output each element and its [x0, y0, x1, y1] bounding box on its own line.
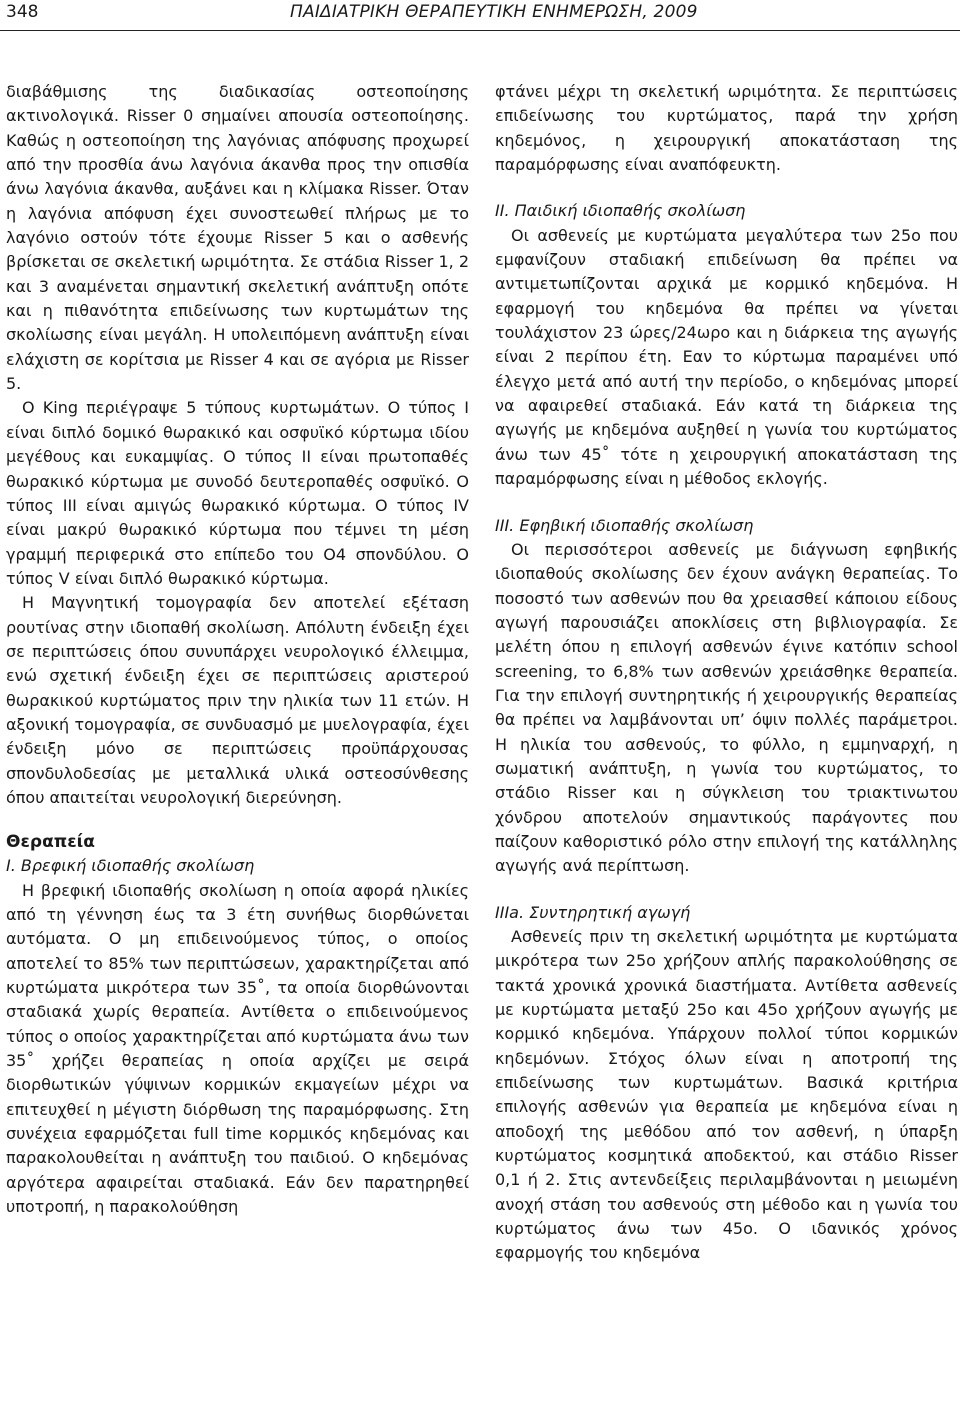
- section-heading-therapy: Θεραπεία: [6, 832, 95, 853]
- page-number: 348: [6, 2, 39, 22]
- right-paragraph-1: φτάνει μέχρι τη σκελετική ωριμότητα. Σε περιπτώσεις επιδείνωσης του κυρτώματος, παρά την χρήση κηδεμόνος, η χειρουργική αποκατάσταση της παραμόρφωσης είναι αναπόφευκτη.: [495, 82, 958, 175]
- right-column: [495, 80, 958, 1266]
- right-paragraph-4: Ασθενείς πριν τη σκελετική ωριμότητα με κυρτώματα μικρότερα των 25ο χρήζουν απλής παρακολούθησης σε τακτά χρονικά χρονικά διαστήματα. Αντίθετα ασθενείς με κυρτώματα μεταξύ 25ο και 45ο χρήζουν αγωγής με κορμικό κηδεμόνα. Υπάρχουν πολλοί τύποι κορμικών κηδεμόνων. Στόχος όλων είναι η αποτροπή της επιδείνωσης των κυρτωμάτων. Βασικά κριτήρια επιλογής ασθενών για θεραπεία με κηδεμόνα είναι η αποδοχή της μεθόδου από τον ασθενή, η ύπαρξη κυρτώματος κοσμητικά αποδεκτού, και στάδιο Risser 0,1 ή 2. Στις αντενδείξεις περιλαμβάνονται η μειωμένη ανοχή στάση του ασθενούς στη μέθοδο και η γωνία του κυρτώματος άνω των 45ο. Ο ιδανικός χρόνος εφαρμογής του κηδεμόνα: [495, 927, 958, 1263]
- subheading-adolescent: III. Εφηβική ιδιοπαθής σκολίωση: [495, 515, 754, 535]
- left-paragraph-3: Η Μαγνητική τομογραφία δεν αποτελεί εξέταση ρουτίνας στην ιδιοπαθή σκολίωση. Απόλυτη ένδειξη έχει σε περιπτώσεις όπου συνυπάρχει νευρολογικό έλλειμμα, ενώ σχετική ένδειξη έχει σε περιπτώσεις αριστερού θωρακικού κυρτώματος πριν την ηλικία των 11 ετών. Η αξονική τομογραφία, σε συνδυασμό με μυελογραφία, έχει ένδειξη μόνο σε περιπτώσεις προϋπάρχουσας σπονδυλοδεσίας με μεταλλικά υλικά οστεοσύνθεσης όπου απαιτείται νευρολογική διερεύνηση.: [6, 593, 469, 807]
- subheading-infantile: I. Βρεφική ιδιοπαθής σκολίωση: [6, 856, 255, 876]
- left-paragraph-4: Η βρεφική ιδιοπαθής σκολίωση η οποία αφορά ηλικίες από τη γέννηση έως τα 3 έτη συνήθως διορθώνεται αυτόματα. Ο μη επιδεινούμενος τύπος, ο οποίος αποτελεί το 85% των περιπτώσεων, χαρακτηρίζεται από κυρτώματα μικρότερα των 35˚, τα οποία διορθώνονται σταδιακά χωρίς θεραπεία. Αντίθετα ο επιδεινούμενος τύπος ο οποίος χαρακτηρίζεται από κυρτώματα άνω των 35˚ χρήζει θεραπείας η οποία αρχίζει με σειρά διορθωτικών γύψινων κορμικών εκμαγείων μέχρι να επιτευχθεί η μέγιστη διόρθωση της παραμόρφωσης. Στη συνέχεια εφαρμόζεται full time κορμικός κηδεμόνας και παρακολουθείται η ανάπτυξη του παιδιού. Ο κηδεμόνας αργότερα αφαιρείται σταδιακά. Εάν δεν παρατηρηθεί υποτροπή, η παρακολούθηση: [6, 880, 469, 1217]
- right-paragraph-2: Οι ασθενείς με κυρτώματα μεγαλύτερα των 25ο που εμφανίζουν σταδιακή επιδείνωση θα πρέπει να αντιμετωπίζονται αρχικά με κορμικό κηδεμόνα. Η εφαρμογή του κηδεμόνα θα πρέπει να γίνεται τουλάχιστον 23 ώρες/24ωρο και η διάρκεια της αγωγής είναι 2 περίπου έτη. Εαν το κύρτωμα παραμένει υπό έλεγχο μετά από αυτή την περίοδο, ο κηδεμόνας μπορεί να αφαιρεθεί σταδιακά. Εάν κατά τη διάρκεια της αγωγής με κηδεμόνα αυξηθεί η γωνία του κυρτώματος άνω των 45˚ τότε η χειρουργική αποκατάσταση της παραμόρφωσης είναι η μέθοδος εκλογής.: [495, 225, 958, 489]
- header-rule: [0, 30, 960, 31]
- subheading-juvenile: II. Παιδική ιδιοπαθής σκολίωση: [495, 201, 746, 221]
- right-paragraph-3: Οι περισσότεροι ασθενείς με διάγνωση εφηβικής ιδιοπαθούς σκολίωσης δεν έχουν ανάγκη θεραπείας. Το ποσοστό των ασθενών που θα χρειασθεί κάποιου είδους αγωγή παρουσιάζει αποκλίσεις στη βιβλιογραφία. Σε μελέτη όπου η επιλογή ασθενών έγινε κατόπιν school screening, το 6,8% των ασθενών χρειάσθηκε θεραπεία. Για την επιλογή συντηρητικής ή χειρουργικής θεραπείας θα πρέπει να λαμβάνονται υπ’ όψιν πολλές παράμετροι. Η ηλικία του ασθενούς, το φύλλο, η εμμηναρχή, η σωματική ανάπτυξη, η γωνία του κυρτώματος, το στάδιο Risser και η σύγκλειση του τριακτινωτου χόνδρου αποτελούν σημαντικούς παράγοντες που παίζουν καθοριστικό ρόλο στην επιλογή της κατάλληλης αγωγής ανά περίπτωση.: [495, 539, 958, 876]
- left-column: [6, 80, 469, 1219]
- subheading-conservative: IIIa. Συντηρητική αγωγή: [495, 902, 691, 922]
- page-header: [0, 0, 960, 36]
- left-paragraph-1: διαβάθμισης της διαδικασίας οστεοποίησης ακτινολογικά. Risser 0 σημαίνει απουσία οστεοποίησης. Καθώς η οστεοποίηση της λαγόνιας απόφυσης προχωρεί από την προσθία άνω λαγόνια άκανθα προς την οπισθία άνω λαγόνια άκανθα, αυξάνει και η κλίμακα Risser. Όταν η λαγόνια απόφυση έχει συνοστεωθεί πλήρως με το λαγόνιο οστούν τότε έχουμε Risser 5 και ο ασθενής βρίσκεται σε σκελετική ωριμότητα. Σε στάδια Risser 1, 2 και 3 αναμένεται σημαντική σκελετική ανάπτυξη οπότε και η πιθανότητα επιδείνωσης των κυρτωμάτων της σκολίωσης είναι μεγάλη. Η υπολειπόμενη ανάπτυξη είναι ελάχιστη σε κορίτσια με Risser 4 και σε αγόρια με Risser 5.: [6, 82, 469, 394]
- left-paragraph-2: Ο King περιέγραψε 5 τύπους κυρτωμάτων. Ο τύπος I είναι διπλό δομικό θωρακικό και οσφυϊκό κύρτωμα ιδίου μεγέθους και ευκαμψίας. Ο τύπος II είναι πρωτοπαθές θωρακικό κύρτωμα με συνοδό δευτεροπαθές οσφυϊκό. Ο τύπος III είναι αμιγώς θωρακικό κύρτωμα. Ο τύπος IV είναι μακρύ θωρακικό κύρτωμα που τέμνει τη μέση γραμμή περιφερικά στο επίπεδο του Ο4 σπονδύλου. Ο τύπος V είναι διπλό θωρακικό κύρτωμα.: [6, 398, 469, 588]
- running-title: ΠΑΙΔΙΑΤΡΙΚΗ ΘΕΡΑΠΕΥΤΙΚΗ ΕΝΗΜΕΡΩΣΗ, 2009: [290, 2, 698, 22]
